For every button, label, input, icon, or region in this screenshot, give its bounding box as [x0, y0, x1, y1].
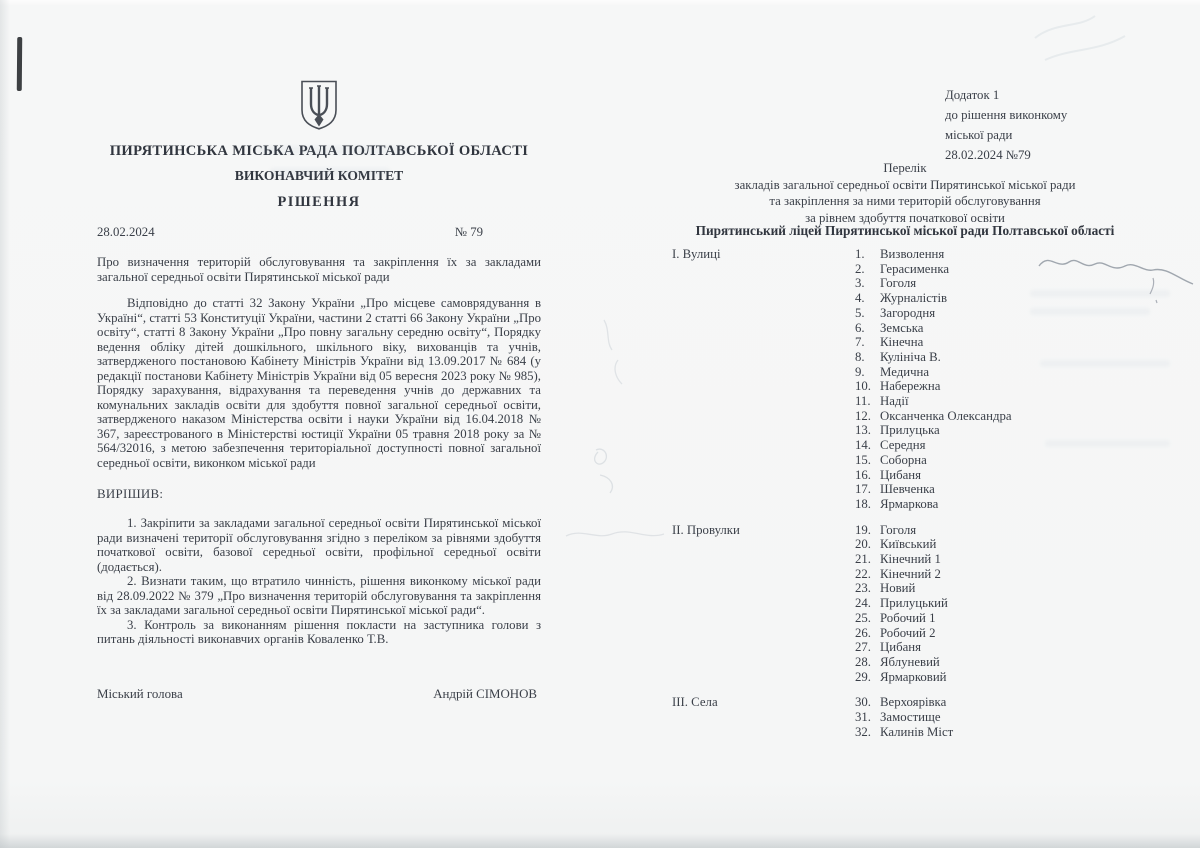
- street-name: Ярмаркова: [880, 496, 939, 511]
- street-name: Визволення: [880, 247, 945, 261]
- street-name: Середня: [880, 438, 926, 453]
- territory-section: [672, 247, 1142, 512]
- street-list-item: [855, 710, 1142, 725]
- street-name: Замостище: [880, 710, 941, 725]
- street-name: Кінечна: [880, 335, 924, 350]
- signature-name: Андрій СІМОНОВ: [433, 686, 537, 701]
- street-name: Калинів Міст: [880, 724, 954, 739]
- section-label: І. Вулиці: [672, 247, 721, 261]
- street-name: Набережна: [880, 379, 941, 394]
- street-number: 11.: [855, 394, 871, 409]
- street-number: 24.: [855, 596, 871, 611]
- street-number: 15.: [855, 452, 871, 467]
- street-number: 20.: [855, 537, 871, 552]
- street-name: Загородня: [880, 305, 936, 320]
- org-name-line2: ВИКОНАВЧИЙ КОМІТЕТ: [234, 168, 404, 183]
- street-list-item: [855, 394, 1142, 409]
- signature-title: Міський голова: [97, 686, 183, 701]
- street-number: 6.: [855, 320, 865, 335]
- street-list-item: [855, 276, 1142, 291]
- street-name: Київський: [880, 537, 937, 552]
- street-name: Цибаня: [880, 640, 922, 655]
- street-name: Кулініча В.: [880, 349, 941, 364]
- street-number: 10.: [855, 379, 871, 394]
- street-number: 18.: [855, 496, 871, 511]
- street-number: 5.: [855, 305, 865, 320]
- annex-title-line: та закріплення за ними територій обслуговування: [769, 194, 1041, 208]
- street-number: 16.: [855, 467, 871, 482]
- street-name: Оксанченка Олександра: [880, 408, 1012, 423]
- street-list-item: [855, 306, 1142, 321]
- binding-mark: [17, 37, 22, 91]
- street-number: 25.: [855, 610, 871, 625]
- street-list-item: [855, 453, 1142, 468]
- decision-item: 3. Контроль за виконанням рішення покласти на заступника голови з питань діяльності виконавчих органів Коваленко Т.В.: [97, 617, 541, 646]
- street-name: Робочий 2: [880, 625, 936, 640]
- street-list-item: [855, 581, 1142, 596]
- street-name: Соборна: [880, 452, 927, 467]
- street-list-item: [855, 626, 1142, 641]
- street-name: Новий: [880, 581, 916, 596]
- street-list-item: [855, 350, 1142, 365]
- street-list-item: [855, 438, 1142, 453]
- street-list-item: [855, 482, 1142, 497]
- pencil-gutter-marks-artifact: [560, 300, 670, 580]
- street-name: Шевченка: [880, 482, 935, 497]
- street-name: Верхоярівка: [880, 695, 947, 710]
- street-name: Яблуневий: [880, 654, 940, 669]
- decision-number: № 79: [454, 225, 483, 239]
- street-number: 17.: [855, 482, 871, 497]
- street-number: 32.: [855, 724, 871, 739]
- street-list-item: [855, 523, 1142, 538]
- section-label: ІІ. Провулки: [672, 522, 740, 537]
- street-number: 8.: [855, 349, 865, 364]
- street-list-item: [855, 640, 1142, 655]
- street-number: 29.: [855, 669, 871, 684]
- street-number: 4.: [855, 291, 865, 306]
- street-number: 22.: [855, 566, 871, 581]
- annex-line: міської ради: [945, 128, 1013, 142]
- street-number: 28.: [855, 654, 871, 669]
- section-items: [855, 523, 1142, 685]
- street-name: Надії: [880, 394, 909, 409]
- street-number: 13.: [855, 423, 871, 438]
- section-items: [855, 695, 1142, 739]
- section-items: [855, 247, 1142, 512]
- section-label: ІІІ. Села: [672, 695, 718, 710]
- street-list-item: [855, 365, 1142, 380]
- street-list-item: [855, 695, 1142, 710]
- org-name-line1: ПИРЯТИНСЬКА МІСЬКА РАДА ПОЛТАВСЬКОЇ ОБЛАСТІ: [109, 143, 529, 159]
- street-name: Прилуцький: [880, 596, 948, 611]
- street-list-item: [855, 655, 1142, 670]
- resolved-heading: ВИРІШИВ:: [97, 487, 164, 501]
- street-number: 2.: [855, 261, 865, 276]
- street-name: Гоголя: [880, 522, 917, 537]
- street-list-item: [855, 497, 1142, 512]
- street-name: Земська: [880, 320, 924, 335]
- street-number: 23.: [855, 581, 871, 596]
- street-name: Прилуцька: [880, 423, 940, 438]
- street-name: Герасименка: [880, 261, 950, 276]
- street-name: Робочий 1: [880, 610, 936, 625]
- street-name: Гоголя: [880, 276, 917, 291]
- street-list-item: [855, 725, 1142, 740]
- document-type-title: РІШЕННЯ: [277, 194, 361, 210]
- signature-row: [97, 687, 541, 702]
- street-number: 26.: [855, 625, 871, 640]
- decision-date: 28.02.2024: [97, 225, 155, 239]
- annex-title-line: Перелік: [883, 161, 927, 175]
- annex-title-line: за рівнем здобуття початкової освіти: [805, 210, 1005, 225]
- street-list-item: [855, 552, 1142, 567]
- street-list-item: [855, 537, 1142, 552]
- street-number: 9.: [855, 364, 865, 379]
- street-name: Кінечний 2: [880, 566, 941, 581]
- street-list-item: [855, 567, 1142, 582]
- annex-title-line: закладів загальної середньої освіти Пирятинської міської ради: [734, 177, 1076, 192]
- street-number: 3.: [855, 276, 865, 291]
- annex-title-block: [638, 160, 1172, 226]
- street-list-item: [855, 596, 1142, 611]
- street-list-item: [855, 291, 1142, 306]
- street-name: Журналістів: [880, 291, 948, 306]
- territory-sections: [672, 247, 1142, 740]
- street-number: 14.: [855, 438, 871, 453]
- street-name: Кінечний 1: [880, 552, 941, 567]
- annex-line: Додаток 1: [945, 88, 1000, 102]
- street-list-item: [855, 611, 1142, 626]
- street-list-item: [855, 670, 1142, 685]
- street-number: 21.: [855, 552, 871, 567]
- street-number: 27.: [855, 640, 871, 655]
- school-title: Пирятинський ліцей Пирятинської міської ради Полтавської області: [695, 223, 1115, 238]
- decision-item: 1. Закріпити за закладами загальної середньої освіти Пирятинської міської ради визначені території обслуговування згідно з переліком за рівнями здобуття початкової освіти, базової середньої освіти, профільної середньої освіти (додається).: [97, 516, 541, 574]
- ukraine-trident-emblem-icon: [296, 80, 342, 130]
- street-list-item: [855, 409, 1142, 424]
- decision-subject: Про визначення територій обслуговування та закріплення їх за закладами загальної середньої освіти Пирятинської міської ради: [97, 255, 541, 284]
- street-number: 7.: [855, 335, 865, 350]
- street-list-item: [855, 335, 1142, 350]
- street-name: Медична: [880, 364, 930, 379]
- date-number-row: [97, 225, 541, 240]
- street-list-item: [855, 321, 1142, 336]
- territory-section: [672, 523, 1142, 685]
- street-list-item: [855, 423, 1142, 438]
- street-number: 30.: [855, 695, 871, 710]
- annex-line: до рішення виконкому: [945, 108, 1068, 122]
- street-number: 31.: [855, 710, 871, 725]
- decision-page: [97, 80, 541, 702]
- street-number: 12.: [855, 408, 871, 423]
- street-list-item: [855, 379, 1142, 394]
- street-number: 19.: [855, 522, 871, 537]
- decision-item: 2. Визнати таким, що втратило чинність, рішення виконкому міської ради від 28.09.2022 № 379 „Про визначення територій обслуговування та закріплення їх за закладами загальної середньої освіти Пирятинської міської ради“.: [97, 574, 541, 617]
- street-name: Цибаня: [880, 467, 922, 482]
- faint-handwriting-artifact: [1015, 8, 1165, 78]
- annex-line: 28.02.2024 №79: [945, 148, 1031, 162]
- decision-preamble: Відповідно до статті 32 Закону України „Про місцеве самоврядування в Україні“, статті 53 Конституції України, частини 2 статті 66 Закону України „Про освіту“, статті 8 Закону України „Про повну загальну середню освіту“, Порядку ведення обліку дітей дошкільного, шкільного віку, вихованців та учнів, затвердженого постановою Кабінету Міністрів України від 13.09.2017 № 684 (у редакції постанови Кабінету Міністрів України від 05 вересня 2023 року № 985), Порядку зарахування, відрахування та переведення учнів до державних та комунальних закладів освіти для здобуття повної загальної середньої освіти, затвердженого наказом Міністерства освіти і науки України від 16.04.2018 № 367, зареєстрованого в Міністерстві юстиції України 05 травня 2018 року за № 564/32016, з метою забезпечення територіальної доступності повної загальної середньої освіти, виконком міської ради: [97, 296, 541, 470]
- street-number: 1.: [855, 247, 865, 261]
- annex-reference-block: [945, 85, 1067, 165]
- street-name: Ярмарковий: [880, 669, 947, 684]
- decision-items: [97, 516, 541, 647]
- street-list-item: [855, 262, 1142, 277]
- territory-section: [672, 695, 1142, 739]
- street-list-item: [855, 468, 1142, 483]
- street-list-item: [855, 247, 1142, 262]
